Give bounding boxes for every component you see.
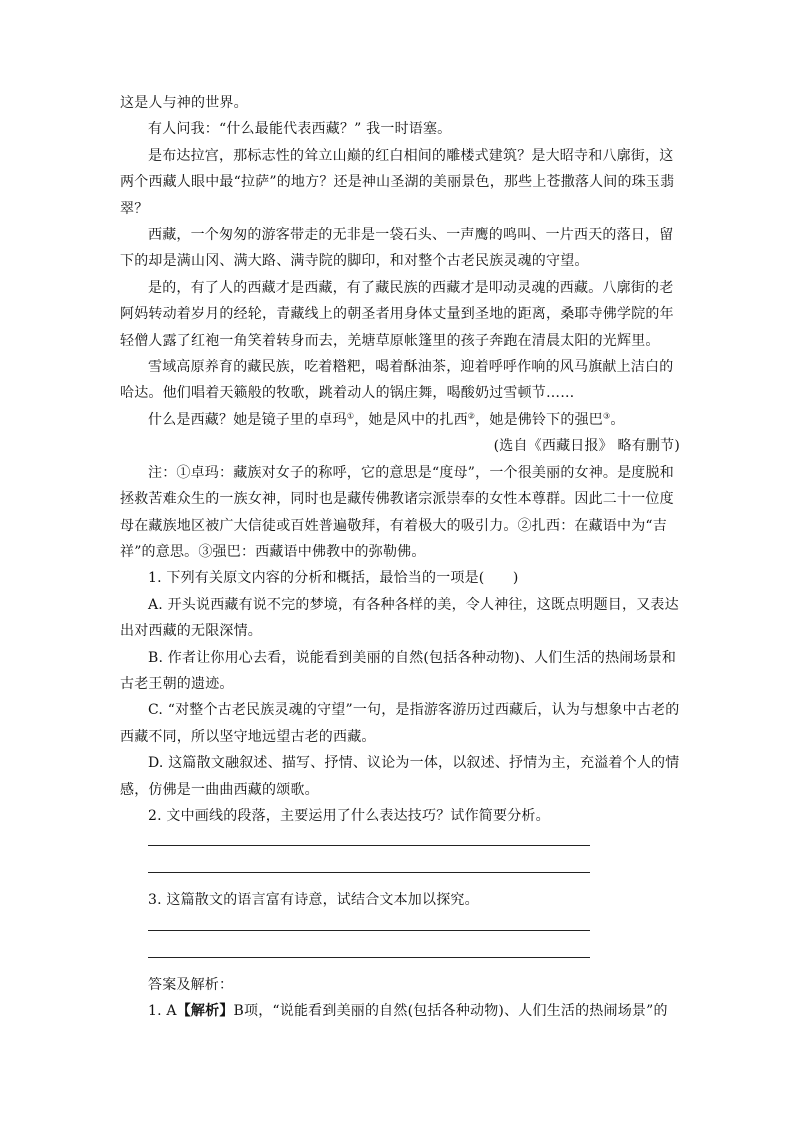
passage-paragraph: 有人问我：“什么最能代表西藏？” 我一时语塞。	[148, 121, 452, 138]
option-c: C. “对整个古老民族灵魂的守望”一句，是指游客游历过西藏后，认为与想象中古老的西藏不同，所以坚守地远望古老的西藏。	[120, 702, 680, 745]
answer-heading: 答案及解析：	[148, 976, 234, 993]
answer-number: 1. A	[148, 1003, 177, 1020]
footnote-text: 注：①卓玛：藏族对女子的称呼，它的意思是“度母”，一个很美丽的女神。是度脱和拯救苦难众生的一族女神，同时也是藏传佛教诸宗派崇奉的女性本尊群。因此二十一位度母在藏族地区被广大信徒或百姓普遍敬拜，有着极大的吸引力。②扎西：在藏语中为“吉祥”的意思。③强巴：西藏语中佛教中的弥勒佛。	[120, 464, 674, 560]
document-page	[120, 90, 680, 1025]
text-span: 什么是西藏？她是镜子里的卓玛	[148, 411, 347, 428]
answer-1	[120, 998, 680, 1024]
analysis-tag: 【解析】	[176, 1003, 234, 1020]
option-b: B. 作者让你用心去看，说能看到美丽的自然(包括各种动物)、人们生活的热闹场景和古老王朝的遗迹。	[120, 649, 677, 692]
footnote-marker: ①	[346, 411, 355, 421]
source-citation: (选自《西藏日报》 略有删节)	[493, 438, 680, 455]
answer-line	[148, 872, 590, 873]
option-d: D. 这篇散文融叙述、描写、抒情、议论为一体，以叙述、抒情为主，充溢着个人的情感，仿佛是一曲曲西藏的颂歌。	[120, 755, 680, 798]
answer-line	[148, 930, 590, 931]
answer-text: B项，“说能看到美丽的自然(包括各种动物)、人们生活的热闹场景”的	[233, 1003, 668, 1020]
passage-paragraph: 这是人与神的世界。	[120, 95, 248, 111]
passage-paragraph: 是的，有了人的西藏才是西藏，有了藏民族的西藏才是叩动灵魂的西藏。八廓街的老阿妈转动着岁月的经轮，青藏线上的朝圣者用身体丈量到圣地的距离，桑耶寺佛学院的年轻僧人露了红袍一角笑着转身而去，羌塘草原帐篷里的孩子奔跑在清晨太阳的光辉里。	[120, 279, 674, 349]
answer-line	[148, 845, 590, 846]
question-1: 1. 下列有关原文内容的分析和概括，最恰当的一项是( )	[148, 570, 519, 587]
option-a: A. 开头说西藏有说不完的梦境，有各种各样的美，令人神往，这既点明题目，又表达出对西藏的无限深情。	[120, 596, 679, 640]
footnote-marker: ②	[467, 411, 476, 421]
passage-paragraph	[120, 407, 680, 433]
footnote-marker: ③	[602, 411, 611, 421]
passage-paragraph: 雪域高原养育的藏民族，吃着糌粑，喝着酥油茶，迎着呼呼作响的风马旗献上洁白的哈达。他们唱着天籁般的牧歌，跳着动人的锅庄舞，喝酸奶过雪顿节……	[120, 359, 674, 402]
passage-paragraph: 西藏，一个匆匆的游客带走的无非是一袋石头、一声鹰的鸣叫、一片西天的落日，留下的却是满山冈、满大路、满寺院的脚印，和对整个古老民族灵魂的守望。	[120, 227, 674, 270]
text-span: ，她是风中的扎西	[354, 411, 468, 428]
question-3: 3. 这篇散文的语言富有诗意，试结合文本加以探究。	[148, 892, 479, 909]
text-span: ，她是佛铃下的强巴	[475, 411, 603, 428]
question-2: 2. 文中画线的段落，主要运用了什么表达技巧？试作简要分析。	[148, 807, 550, 824]
answer-line	[148, 957, 590, 958]
passage-paragraph: 是布达拉宫，那标志性的耸立山巅的红白相间的雕楼式建筑？是大昭寺和八廓街，这两个西藏人眼中最“拉萨”的地方？还是神山圣湖的美丽景色，那些上苍撒落人间的珠玉翡翠？	[120, 147, 675, 217]
text-span: 。	[610, 411, 625, 428]
